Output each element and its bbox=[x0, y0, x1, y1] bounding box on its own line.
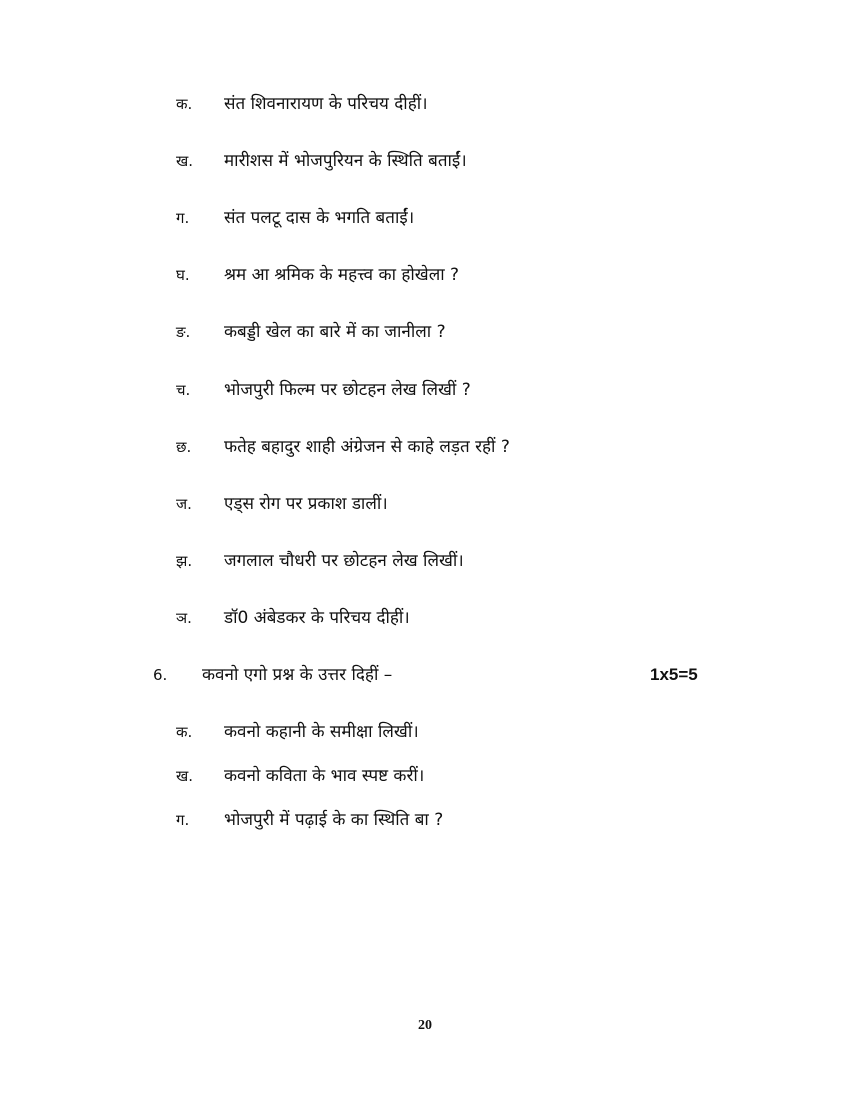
list-item bbox=[0, 762, 850, 790]
question-number: 6. bbox=[153, 666, 168, 684]
item-text: एड्स रोग पर प्रकाश डालीं। bbox=[224, 494, 388, 514]
item-label: ञ. bbox=[176, 609, 192, 627]
item-label: च. bbox=[176, 381, 191, 399]
item-text: मारीशस में भोजपुरियन के स्थिति बताईं। bbox=[224, 151, 467, 171]
item-label: क. bbox=[176, 95, 193, 113]
item-text: भोजपुरी फिल्म पर छोटहन लेख लिखीं ? bbox=[224, 380, 471, 400]
item-text: कबड्डी खेल का बारे में का जानीला ? bbox=[224, 322, 446, 342]
list-item bbox=[0, 261, 850, 289]
list-item bbox=[0, 547, 850, 575]
list-item bbox=[0, 147, 850, 175]
item-text: संत पलटू दास के भगति बताईं। bbox=[224, 208, 415, 228]
item-label: छ. bbox=[176, 438, 192, 456]
list-item bbox=[0, 806, 850, 834]
item-label: झ. bbox=[176, 552, 193, 570]
item-label: ज. bbox=[176, 495, 192, 513]
item-text: श्रम आ श्रमिक के महत्त्व का होखेला ? bbox=[224, 265, 460, 285]
list-item bbox=[0, 376, 850, 404]
item-text: संत शिवनारायण के परिचय दीहीं। bbox=[224, 94, 428, 114]
question-text: कवनो एगो प्रश्न के उत्तर दिहीं – bbox=[202, 665, 393, 685]
item-text: जगलाल चौधरी पर छोटहन लेख लिखीं। bbox=[224, 551, 464, 571]
item-text: कवनो कहानी के समीक्षा लिखीं। bbox=[224, 722, 419, 742]
item-label: ङ. bbox=[176, 323, 191, 341]
list-item bbox=[0, 433, 850, 461]
item-label: घ. bbox=[176, 266, 190, 284]
list-item bbox=[0, 604, 850, 632]
item-label: ग. bbox=[176, 811, 190, 829]
item-text: भोजपुरी में पढ़ाई के का स्थिति बा ? bbox=[224, 810, 444, 830]
item-label: क. bbox=[176, 723, 193, 741]
list-item bbox=[0, 204, 850, 232]
item-text: फतेह बहादुर शाही अंग्रेजन से काहे लड़त रहीं ? bbox=[224, 437, 510, 457]
question-marks: 1x5=5 bbox=[650, 665, 698, 684]
question-heading bbox=[0, 661, 850, 689]
list-item bbox=[0, 90, 850, 118]
item-label: ख. bbox=[176, 767, 194, 785]
list-item bbox=[0, 318, 850, 346]
list-item bbox=[0, 718, 850, 746]
item-text: डॉ0 अंबेडकर के परिचय दीहीं। bbox=[224, 608, 410, 628]
list-item bbox=[0, 490, 850, 518]
page-number: 20 bbox=[418, 1018, 432, 1033]
item-label: ख. bbox=[176, 152, 194, 170]
item-label: ग. bbox=[176, 209, 190, 227]
item-text: कवनो कविता के भाव स्पष्ट करीं। bbox=[224, 766, 425, 786]
